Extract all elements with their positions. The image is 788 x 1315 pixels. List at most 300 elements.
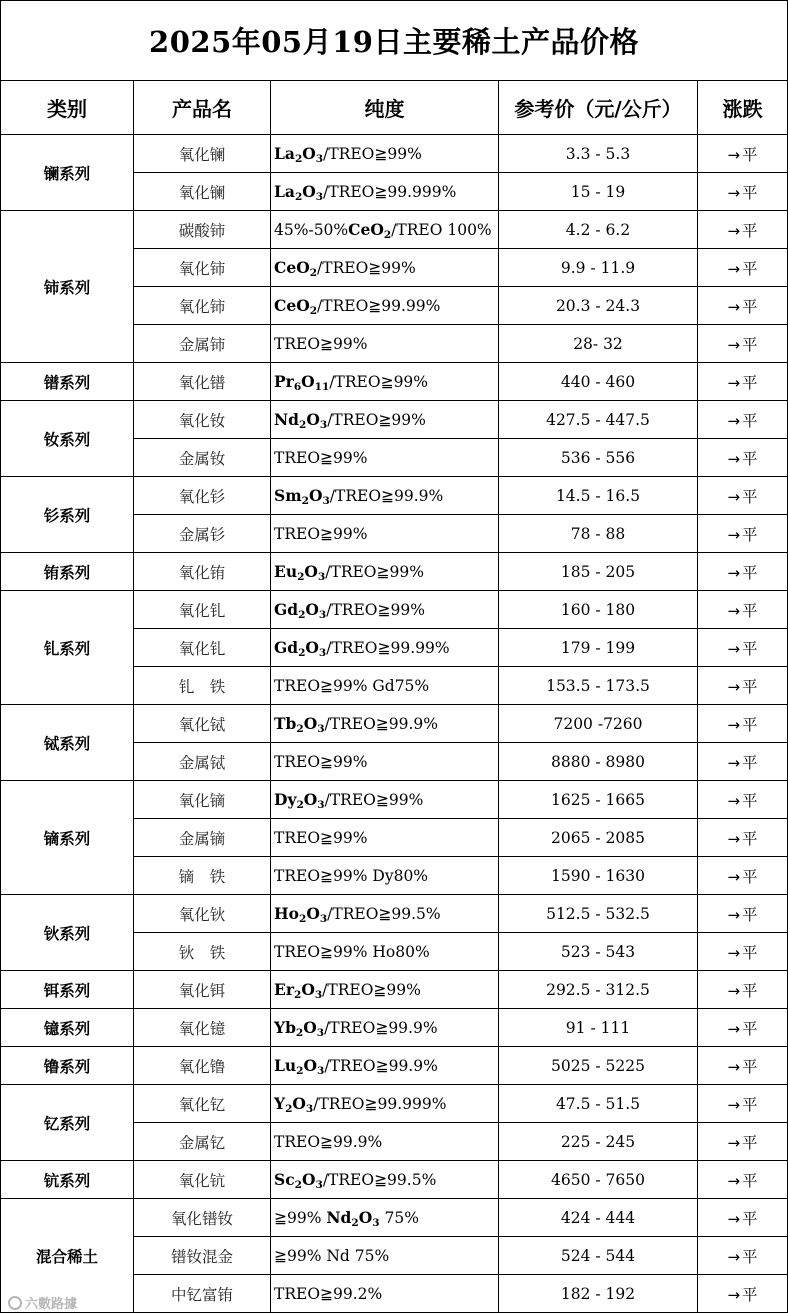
category-cell: 镥系列 xyxy=(1,1047,134,1085)
table-row xyxy=(1,895,788,933)
right-arrow-icon: → xyxy=(727,601,741,620)
purity-cell xyxy=(271,135,499,173)
purity-cell xyxy=(271,363,499,401)
product-cell: 氧化铈 xyxy=(134,287,271,325)
purity-text: TREO≧99.2% xyxy=(274,1284,383,1303)
right-arrow-icon: → xyxy=(727,1057,741,1076)
formula-subscript: 2 xyxy=(309,304,318,317)
product-cell: 氧化镨 xyxy=(134,363,271,401)
trend-label: 平 xyxy=(742,981,758,1000)
purity-text: TREO≧99% Gd75% xyxy=(274,676,430,695)
trend-label: 平 xyxy=(742,183,758,202)
trend-cell xyxy=(698,325,788,363)
right-arrow-icon: → xyxy=(727,259,741,278)
trend-label: 平 xyxy=(742,1057,758,1076)
category-cell: 镨系列 xyxy=(1,363,134,401)
trend-cell xyxy=(698,515,788,553)
trend-label: 平 xyxy=(742,829,758,848)
formula-element: Dy xyxy=(274,790,297,809)
trend-label: 平 xyxy=(742,1133,758,1152)
formula-subscript: 2 xyxy=(296,798,304,811)
table-row xyxy=(1,401,788,439)
purity-cell xyxy=(271,819,499,857)
formula-subscript: 3 xyxy=(317,722,325,735)
trend-cell xyxy=(698,1123,788,1161)
formula-element: O xyxy=(303,1018,317,1037)
table-row xyxy=(1,1009,788,1047)
purity-text: /TREO≧99.9% xyxy=(324,1057,438,1075)
formula-subscript: 2 xyxy=(294,152,303,165)
category-cell: 铕系列 xyxy=(1,553,134,591)
price-cell: 15 - 19 xyxy=(499,173,698,211)
category-cell: 镧系列 xyxy=(1,135,134,211)
formula-subscript: 3 xyxy=(314,988,323,1001)
purity-text: /TREO≧99% xyxy=(325,563,424,581)
formula-element: O xyxy=(301,980,315,999)
trend-cell xyxy=(698,135,788,173)
price-cell: 523 - 543 xyxy=(499,933,698,971)
right-arrow-icon: → xyxy=(727,1209,741,1228)
purity-cell xyxy=(271,743,499,781)
formula-subscript: 2 xyxy=(294,1178,302,1191)
formula-subscript: 3 xyxy=(317,1064,325,1077)
trend-cell xyxy=(698,553,788,591)
trend-label: 平 xyxy=(742,145,758,164)
formula-element: O xyxy=(303,714,318,733)
trend-label: 平 xyxy=(742,335,758,354)
trend-label: 平 xyxy=(742,297,758,316)
table-row xyxy=(1,971,788,1009)
purity-text: /TREO≧99.99% xyxy=(317,297,441,315)
chemical-formula xyxy=(274,790,325,809)
purity-text: TREO≧99% xyxy=(274,334,368,353)
purity-cell xyxy=(271,173,499,211)
purity-cell xyxy=(271,515,499,553)
table-row xyxy=(1,477,788,515)
purity-cell xyxy=(271,1275,499,1313)
trend-label: 平 xyxy=(742,1285,758,1304)
formula-subscript: 3 xyxy=(315,152,324,165)
price-cell: 440 - 460 xyxy=(499,363,698,401)
right-arrow-icon: → xyxy=(727,791,741,810)
chemical-formula xyxy=(274,486,330,505)
formula-subscript: 2 xyxy=(299,418,307,431)
product-cell: 镝 铁 xyxy=(134,857,271,895)
product-cell: 金属钕 xyxy=(134,439,271,477)
trend-cell xyxy=(698,1275,788,1313)
product-cell: 镨钕混金 xyxy=(134,1237,271,1275)
formula-element: O xyxy=(306,410,320,429)
table-row xyxy=(1,1199,788,1237)
formula-element: Nd xyxy=(274,410,300,429)
price-cell: 160 - 180 xyxy=(499,591,698,629)
product-cell: 金属钇 xyxy=(134,1123,271,1161)
formula-subscript: 2 xyxy=(297,570,305,583)
formula-subscript: 2 xyxy=(351,1216,359,1229)
trend-cell xyxy=(698,1237,788,1275)
chemical-formula xyxy=(274,714,325,733)
price-cell: 182 - 192 xyxy=(499,1275,698,1313)
price-cell: 8880 - 8980 xyxy=(499,743,698,781)
purity-cell xyxy=(271,1047,499,1085)
product-cell: 钬 铁 xyxy=(134,933,271,971)
purity-text: /TREO≧99% xyxy=(326,601,425,619)
price-cell: 536 - 556 xyxy=(499,439,698,477)
formula-subscript: 2 xyxy=(383,228,392,241)
formula-element: O xyxy=(301,1170,316,1189)
table-row xyxy=(1,1085,788,1123)
formula-subscript: 2 xyxy=(294,190,303,203)
right-arrow-icon: → xyxy=(727,677,741,696)
purity-text: TREO≧99% Dy80% xyxy=(274,866,429,885)
trend-cell xyxy=(698,591,788,629)
right-arrow-icon: → xyxy=(727,715,741,734)
purity-text: /TREO≧99.999% xyxy=(323,183,457,201)
formula-element: O xyxy=(303,1056,318,1075)
trend-label: 平 xyxy=(742,259,758,278)
category-cell: 镝系列 xyxy=(1,781,134,895)
right-arrow-icon: → xyxy=(727,1285,741,1304)
right-arrow-icon: → xyxy=(727,487,741,506)
table-row xyxy=(1,363,788,401)
price-cell: 9.9 - 11.9 xyxy=(499,249,698,287)
price-cell: 47.5 - 51.5 xyxy=(499,1085,698,1123)
product-cell: 金属铈 xyxy=(134,325,271,363)
trend-label: 平 xyxy=(742,1209,758,1228)
price-cell: 7200 -7260 xyxy=(499,705,698,743)
table-row xyxy=(1,1161,788,1199)
formula-subscript: 2 xyxy=(298,646,306,659)
right-arrow-icon: → xyxy=(727,981,741,1000)
trend-cell xyxy=(698,1009,788,1047)
trend-cell xyxy=(698,211,788,249)
price-cell: 225 - 245 xyxy=(499,1123,698,1161)
purity-cell xyxy=(271,401,499,439)
right-arrow-icon: → xyxy=(727,1095,741,1114)
formula-element: La xyxy=(274,182,295,201)
chemical-formula xyxy=(274,904,327,923)
trend-cell xyxy=(698,173,788,211)
purity-text: TREO≧99% xyxy=(274,752,368,771)
trend-label: 平 xyxy=(742,525,758,544)
category-cell: 铽系列 xyxy=(1,705,134,781)
product-cell: 氧化钪 xyxy=(134,1161,271,1199)
right-arrow-icon: → xyxy=(727,525,741,544)
product-cell: 碳酸铈 xyxy=(134,211,271,249)
right-arrow-icon: → xyxy=(727,411,741,430)
header-row xyxy=(1,81,788,135)
price-cell: 3.3 - 5.3 xyxy=(499,135,698,173)
right-arrow-icon: → xyxy=(727,373,741,392)
chemical-formula xyxy=(274,1094,313,1113)
purity-text: /TREO≧99% xyxy=(324,791,424,809)
trend-cell xyxy=(698,1161,788,1199)
purity-cell xyxy=(271,1123,499,1161)
table-row xyxy=(1,591,788,629)
table-row xyxy=(1,211,788,249)
right-arrow-icon: → xyxy=(727,1171,741,1190)
purity-text: /TREO≧99% xyxy=(322,981,421,999)
right-arrow-icon: → xyxy=(727,943,741,962)
formula-element: Gd xyxy=(274,600,299,619)
purity-text: TREO≧99% xyxy=(274,448,368,467)
trend-label: 平 xyxy=(742,1019,758,1038)
purity-cell xyxy=(271,857,499,895)
category-cell: 钬系列 xyxy=(1,895,134,971)
watermark-text: 六數路據 xyxy=(25,1297,78,1312)
product-cell: 氧化镝 xyxy=(134,781,271,819)
right-arrow-icon: → xyxy=(727,905,741,924)
watermark-logo-icon xyxy=(8,1296,22,1310)
trend-cell xyxy=(698,439,788,477)
category-cell: 镱系列 xyxy=(1,1009,134,1047)
formula-subscript: 3 xyxy=(316,1026,325,1039)
product-cell: 氧化镧 xyxy=(134,135,271,173)
product-cell: 氧化钆 xyxy=(134,629,271,667)
purity-prefix: 45%-50% xyxy=(274,221,349,239)
formula-element: O xyxy=(302,144,316,163)
product-cell: 金属钐 xyxy=(134,515,271,553)
category-cell: 混合稀土 xyxy=(1,1199,134,1313)
formula-subscript: 3 xyxy=(318,608,327,621)
page-title: 2025年05月19日主要稀土产品价格 xyxy=(1,1,788,81)
formula-subscript: 11 xyxy=(314,380,330,393)
trend-label: 平 xyxy=(742,601,758,620)
purity-prefix: ≧99% xyxy=(274,1209,327,1227)
category-cell: 钇系列 xyxy=(1,1085,134,1161)
product-cell: 氧化镱 xyxy=(134,1009,271,1047)
product-cell: 氧化镥 xyxy=(134,1047,271,1085)
table-body xyxy=(1,135,788,1313)
right-arrow-icon: → xyxy=(727,563,741,582)
purity-text: TREO≧99.9% xyxy=(274,1132,383,1151)
purity-cell xyxy=(271,1009,499,1047)
trend-cell xyxy=(698,819,788,857)
purity-cell xyxy=(271,211,499,249)
category-cell: 钆系列 xyxy=(1,591,134,705)
formula-subscript: 3 xyxy=(305,1102,314,1115)
formula-subscript: 2 xyxy=(309,266,318,279)
formula-subscript: 3 xyxy=(372,1216,380,1229)
trend-cell xyxy=(698,249,788,287)
purity-text: /TREO≧99.5% xyxy=(322,1171,437,1189)
price-cell: 292.5 - 312.5 xyxy=(499,971,698,1009)
table-row xyxy=(1,553,788,591)
price-cell: 28- 32 xyxy=(499,325,698,363)
formula-subscript: 2 xyxy=(285,1102,293,1115)
table-row xyxy=(1,1047,788,1085)
formula-element: O xyxy=(302,182,316,201)
formula-subscript: 3 xyxy=(318,646,327,659)
formula-element: CeO xyxy=(274,296,310,315)
trend-label: 平 xyxy=(742,563,758,582)
product-cell: 氧化钐 xyxy=(134,477,271,515)
chemical-formula xyxy=(274,600,326,619)
trend-label: 平 xyxy=(742,1247,758,1266)
price-cell: 153.5 - 173.5 xyxy=(499,667,698,705)
purity-text: /TREO≧99% xyxy=(327,411,426,429)
price-cell: 91 - 111 xyxy=(499,1009,698,1047)
trend-label: 平 xyxy=(742,221,758,240)
product-cell: 氧化钆 xyxy=(134,591,271,629)
trend-label: 平 xyxy=(742,487,758,506)
chemical-formula xyxy=(274,1018,324,1037)
trend-cell xyxy=(698,1199,788,1237)
chemical-formula xyxy=(274,1170,323,1189)
price-cell: 4650 - 7650 xyxy=(499,1161,698,1199)
right-arrow-icon: → xyxy=(727,221,741,240)
price-cell: 5025 - 5225 xyxy=(499,1047,698,1085)
formula-element: Sc xyxy=(274,1170,295,1189)
purity-cell xyxy=(271,933,499,971)
right-arrow-icon: → xyxy=(727,1133,741,1152)
formula-subscript: 3 xyxy=(315,190,324,203)
trend-cell xyxy=(698,629,788,667)
product-cell: 氧化铽 xyxy=(134,705,271,743)
category-cell: 钪系列 xyxy=(1,1161,134,1199)
formula-subscript: 2 xyxy=(295,1026,304,1039)
right-arrow-icon: → xyxy=(727,183,741,202)
trend-cell xyxy=(698,933,788,971)
trend-cell xyxy=(698,1047,788,1085)
header-trend: 涨跌 xyxy=(698,81,788,135)
formula-element: O xyxy=(308,486,323,505)
trend-cell xyxy=(698,895,788,933)
table-row xyxy=(1,705,788,743)
right-arrow-icon: → xyxy=(727,753,741,772)
trend-label: 平 xyxy=(742,867,758,886)
purity-cell xyxy=(271,1237,499,1275)
formula-subscript: 3 xyxy=(319,912,328,925)
right-arrow-icon: → xyxy=(727,867,741,886)
chemical-formula xyxy=(274,182,323,201)
trend-label: 平 xyxy=(742,791,758,810)
formula-element: Eu xyxy=(274,562,298,581)
price-cell: 14.5 - 16.5 xyxy=(499,477,698,515)
right-arrow-icon: → xyxy=(727,297,741,316)
trend-cell xyxy=(698,857,788,895)
chemical-formula xyxy=(274,296,317,315)
formula-element: O xyxy=(305,600,319,619)
trend-cell xyxy=(698,705,788,743)
purity-cell xyxy=(271,895,499,933)
price-cell: 524 - 544 xyxy=(499,1237,698,1275)
formula-subscript: 2 xyxy=(293,988,302,1001)
product-cell: 氧化铈 xyxy=(134,249,271,287)
purity-cell xyxy=(271,971,499,1009)
formula-element: Y xyxy=(274,1094,286,1113)
purity-text: /TREO 100% xyxy=(391,221,492,239)
purity-text: /TREO≧99.5% xyxy=(327,905,441,923)
formula-element: Lu xyxy=(274,1056,297,1075)
table-row xyxy=(1,135,788,173)
purity-cell xyxy=(271,667,499,705)
chemical-formula xyxy=(348,220,391,239)
header-product: 产品名 xyxy=(134,81,271,135)
trend-cell xyxy=(698,287,788,325)
chemical-formula xyxy=(274,1056,324,1075)
chemical-formula xyxy=(274,980,322,999)
purity-text: TREO≧99% Ho80% xyxy=(274,942,430,961)
trend-label: 平 xyxy=(742,639,758,658)
header-purity: 纯度 xyxy=(271,81,499,135)
right-arrow-icon: → xyxy=(727,1019,741,1038)
price-cell: 424 - 444 xyxy=(499,1199,698,1237)
formula-element: O xyxy=(292,1094,306,1113)
trend-cell xyxy=(698,401,788,439)
trend-label: 平 xyxy=(742,411,758,430)
price-cell: 1625 - 1665 xyxy=(499,781,698,819)
trend-cell xyxy=(698,743,788,781)
price-cell: 4.2 - 6.2 xyxy=(499,211,698,249)
formula-subscript: 6 xyxy=(293,380,302,393)
formula-subscript: 3 xyxy=(317,798,325,811)
formula-element: Tb xyxy=(274,714,297,733)
purity-cell xyxy=(271,439,499,477)
product-cell: 氧化镧 xyxy=(134,173,271,211)
purity-text: /TREO≧99.99% xyxy=(326,639,450,657)
purity-text: /TREO≧99.9% xyxy=(324,1019,438,1037)
price-cell: 1590 - 1630 xyxy=(499,857,698,895)
product-cell: 金属铽 xyxy=(134,743,271,781)
purity-cell xyxy=(271,477,499,515)
formula-element: Er xyxy=(274,980,294,999)
product-cell: 金属镝 xyxy=(134,819,271,857)
product-cell: 氧化钕 xyxy=(134,401,271,439)
right-arrow-icon: → xyxy=(727,829,741,848)
category-cell: 铒系列 xyxy=(1,971,134,1009)
price-cell: 20.3 - 24.3 xyxy=(499,287,698,325)
purity-cell xyxy=(271,1161,499,1199)
price-cell: 78 - 88 xyxy=(499,515,698,553)
trend-label: 平 xyxy=(742,1095,758,1114)
purity-cell xyxy=(271,553,499,591)
formula-subscript: 2 xyxy=(301,494,309,507)
category-cell: 铈系列 xyxy=(1,211,134,363)
formula-subscript: 2 xyxy=(298,608,306,621)
trend-cell xyxy=(698,1085,788,1123)
purity-cell xyxy=(271,287,499,325)
formula-subscript: 3 xyxy=(319,418,328,431)
product-cell: 氧化钬 xyxy=(134,895,271,933)
trend-label: 平 xyxy=(742,715,758,734)
formula-element: Sm xyxy=(274,486,302,505)
purity-text: /TREO≧99% xyxy=(317,259,416,277)
purity-cell xyxy=(271,591,499,629)
trend-cell xyxy=(698,971,788,1009)
formula-subscript: 3 xyxy=(322,494,330,507)
formula-element: O xyxy=(306,904,320,923)
right-arrow-icon: → xyxy=(727,639,741,658)
purity-cell xyxy=(271,705,499,743)
trend-label: 平 xyxy=(742,943,758,962)
purity-cell xyxy=(271,1199,499,1237)
purity-text: /TREO≧99.9% xyxy=(324,715,439,733)
product-cell: 氧化镨钕 xyxy=(134,1199,271,1237)
purity-cell xyxy=(271,629,499,667)
chemical-formula xyxy=(274,562,325,581)
price-cell: 512.5 - 532.5 xyxy=(499,895,698,933)
formula-element: Ho xyxy=(274,904,299,923)
product-cell: 氧化铒 xyxy=(134,971,271,1009)
right-arrow-icon: → xyxy=(727,335,741,354)
formula-element: O xyxy=(304,562,318,581)
right-arrow-icon: → xyxy=(727,1247,741,1266)
purity-text: /TREO≧99.999% xyxy=(313,1095,447,1113)
header-category: 类别 xyxy=(1,81,134,135)
purity-text: TREO≧99% xyxy=(274,524,368,543)
header-price: 参考价（元/公斤） xyxy=(499,81,698,135)
